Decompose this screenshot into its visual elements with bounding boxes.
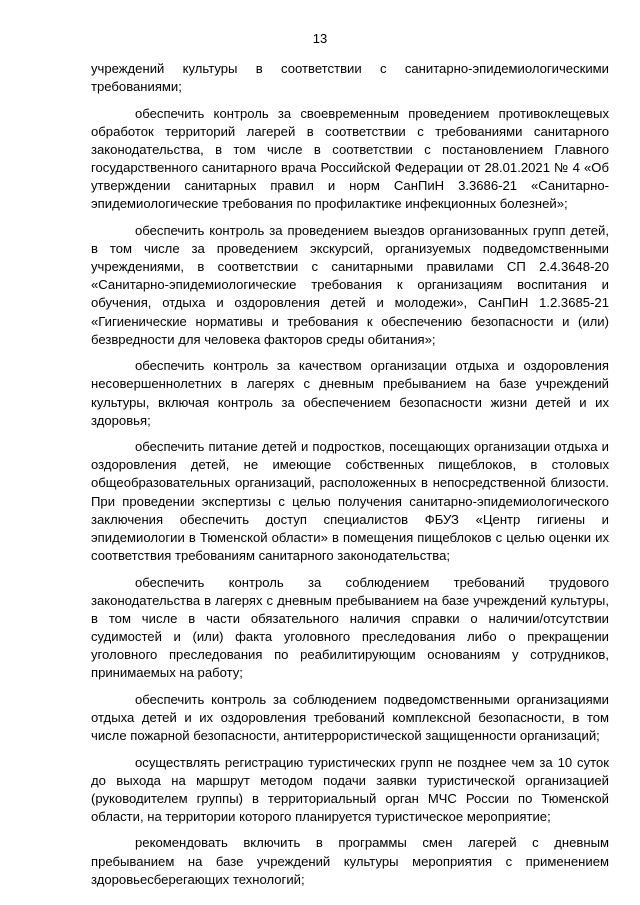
- paragraph-culture-institutions-continuation: учреждений культуры в соответствии с санитарно-эпидемиологическими требованиями;: [91, 61, 609, 95]
- document-body: [91, 60, 609, 897]
- paragraph-tourist-group-registration: осуществлять регистрацию туристических групп не позднее чем за 10 суток до выхода на маршрут методом подачи заявки туристической организацией (руководителем группы) в территориальный орган МЧС России по Тюменской области, на территории которого планируется туристическое мероприятие;: [91, 754, 609, 825]
- paragraph-tick-treatment-control: обеспечить контроль за своевременным проведением противоклещевых обработок территорий лагерей в соответствии с требованиями санитарного законодательства, в том числе в соответствии с постановлением Главного государственного санитарного врача Российской Федерации от 28.01.2021 № 4 «Об утверждении санитарных правил и норм СанПиН 3.3686-21 «Санитарно-эпидемиологические требования по профилактике инфекционных болезней»;: [91, 105, 609, 212]
- page-number: 13: [312, 31, 328, 46]
- paragraph-labor-law-control: обеспечить контроль за соблюдением требований трудового законодательства в лагерях с дневным пребыванием на базе учреждений культуры, в том числе в части обязательного наличия справки о наличии/отсутствии судимостей и (или) факта уголовного преследования либо о прекращении уголовного преследования по реабилитирующим основаниям у сотрудников, принимаемых на работу;: [91, 574, 609, 681]
- paragraph-group-trips-control: обеспечить контроль за проведением выездов организованных групп детей, в том числе за проведением экскурсий, организуемых подведомственными учреждениями, в соответствии с санитарными правилами СП 2.4.3648-20 «Санитарно-эпидемиологические требования к организациям воспитания и обучения, отдыха и оздоровления детей и молодежи», СанПиН 1.2.3685-21 «Гигиенические нормативы и требования к обеспечению безопасности и (или) безвредности для человека факторов среды обитания»;: [91, 222, 609, 347]
- paragraph-quality-control: обеспечить контроль за качеством организации отдыха и оздоровления несовершеннолетних в лагерях с дневным пребыванием на базе учреждений культуры, включая контроль за обеспечением безопасности жизни детей и их здоровья;: [91, 358, 609, 428]
- paragraph-security-control: обеспечить контроль за соблюдением подведомственными организациями отдыха детей и их оздоровления требований комплексной безопасности, в том числе пожарной безопасности, антитеррористической защищенности организаций;: [91, 691, 609, 744]
- paragraph-health-technologies: рекомендовать включить в программы смен лагерей с дневным пребыванием на базе учреждений культуры мероприятия с применением здоровьесберегающих технологий;: [91, 835, 609, 887]
- paragraph-children-nutrition: обеспечить питание детей и подростков, посещающих организации отдыха и оздоровления детей, не имеющие собственных пищеблоков, в столовых общеобразовательных организаций, расположенных в непосредственной близости. При проведении экспертизы с целью получения санитарно-эпидемиологического заключения обеспечить доступ специалистов ФБУЗ «Центр гигиены и эпидемиологии в Тюменской области» в помещения пищеблоков с целью оценки их соответствия требованиям санитарного законодательства;: [91, 439, 609, 564]
